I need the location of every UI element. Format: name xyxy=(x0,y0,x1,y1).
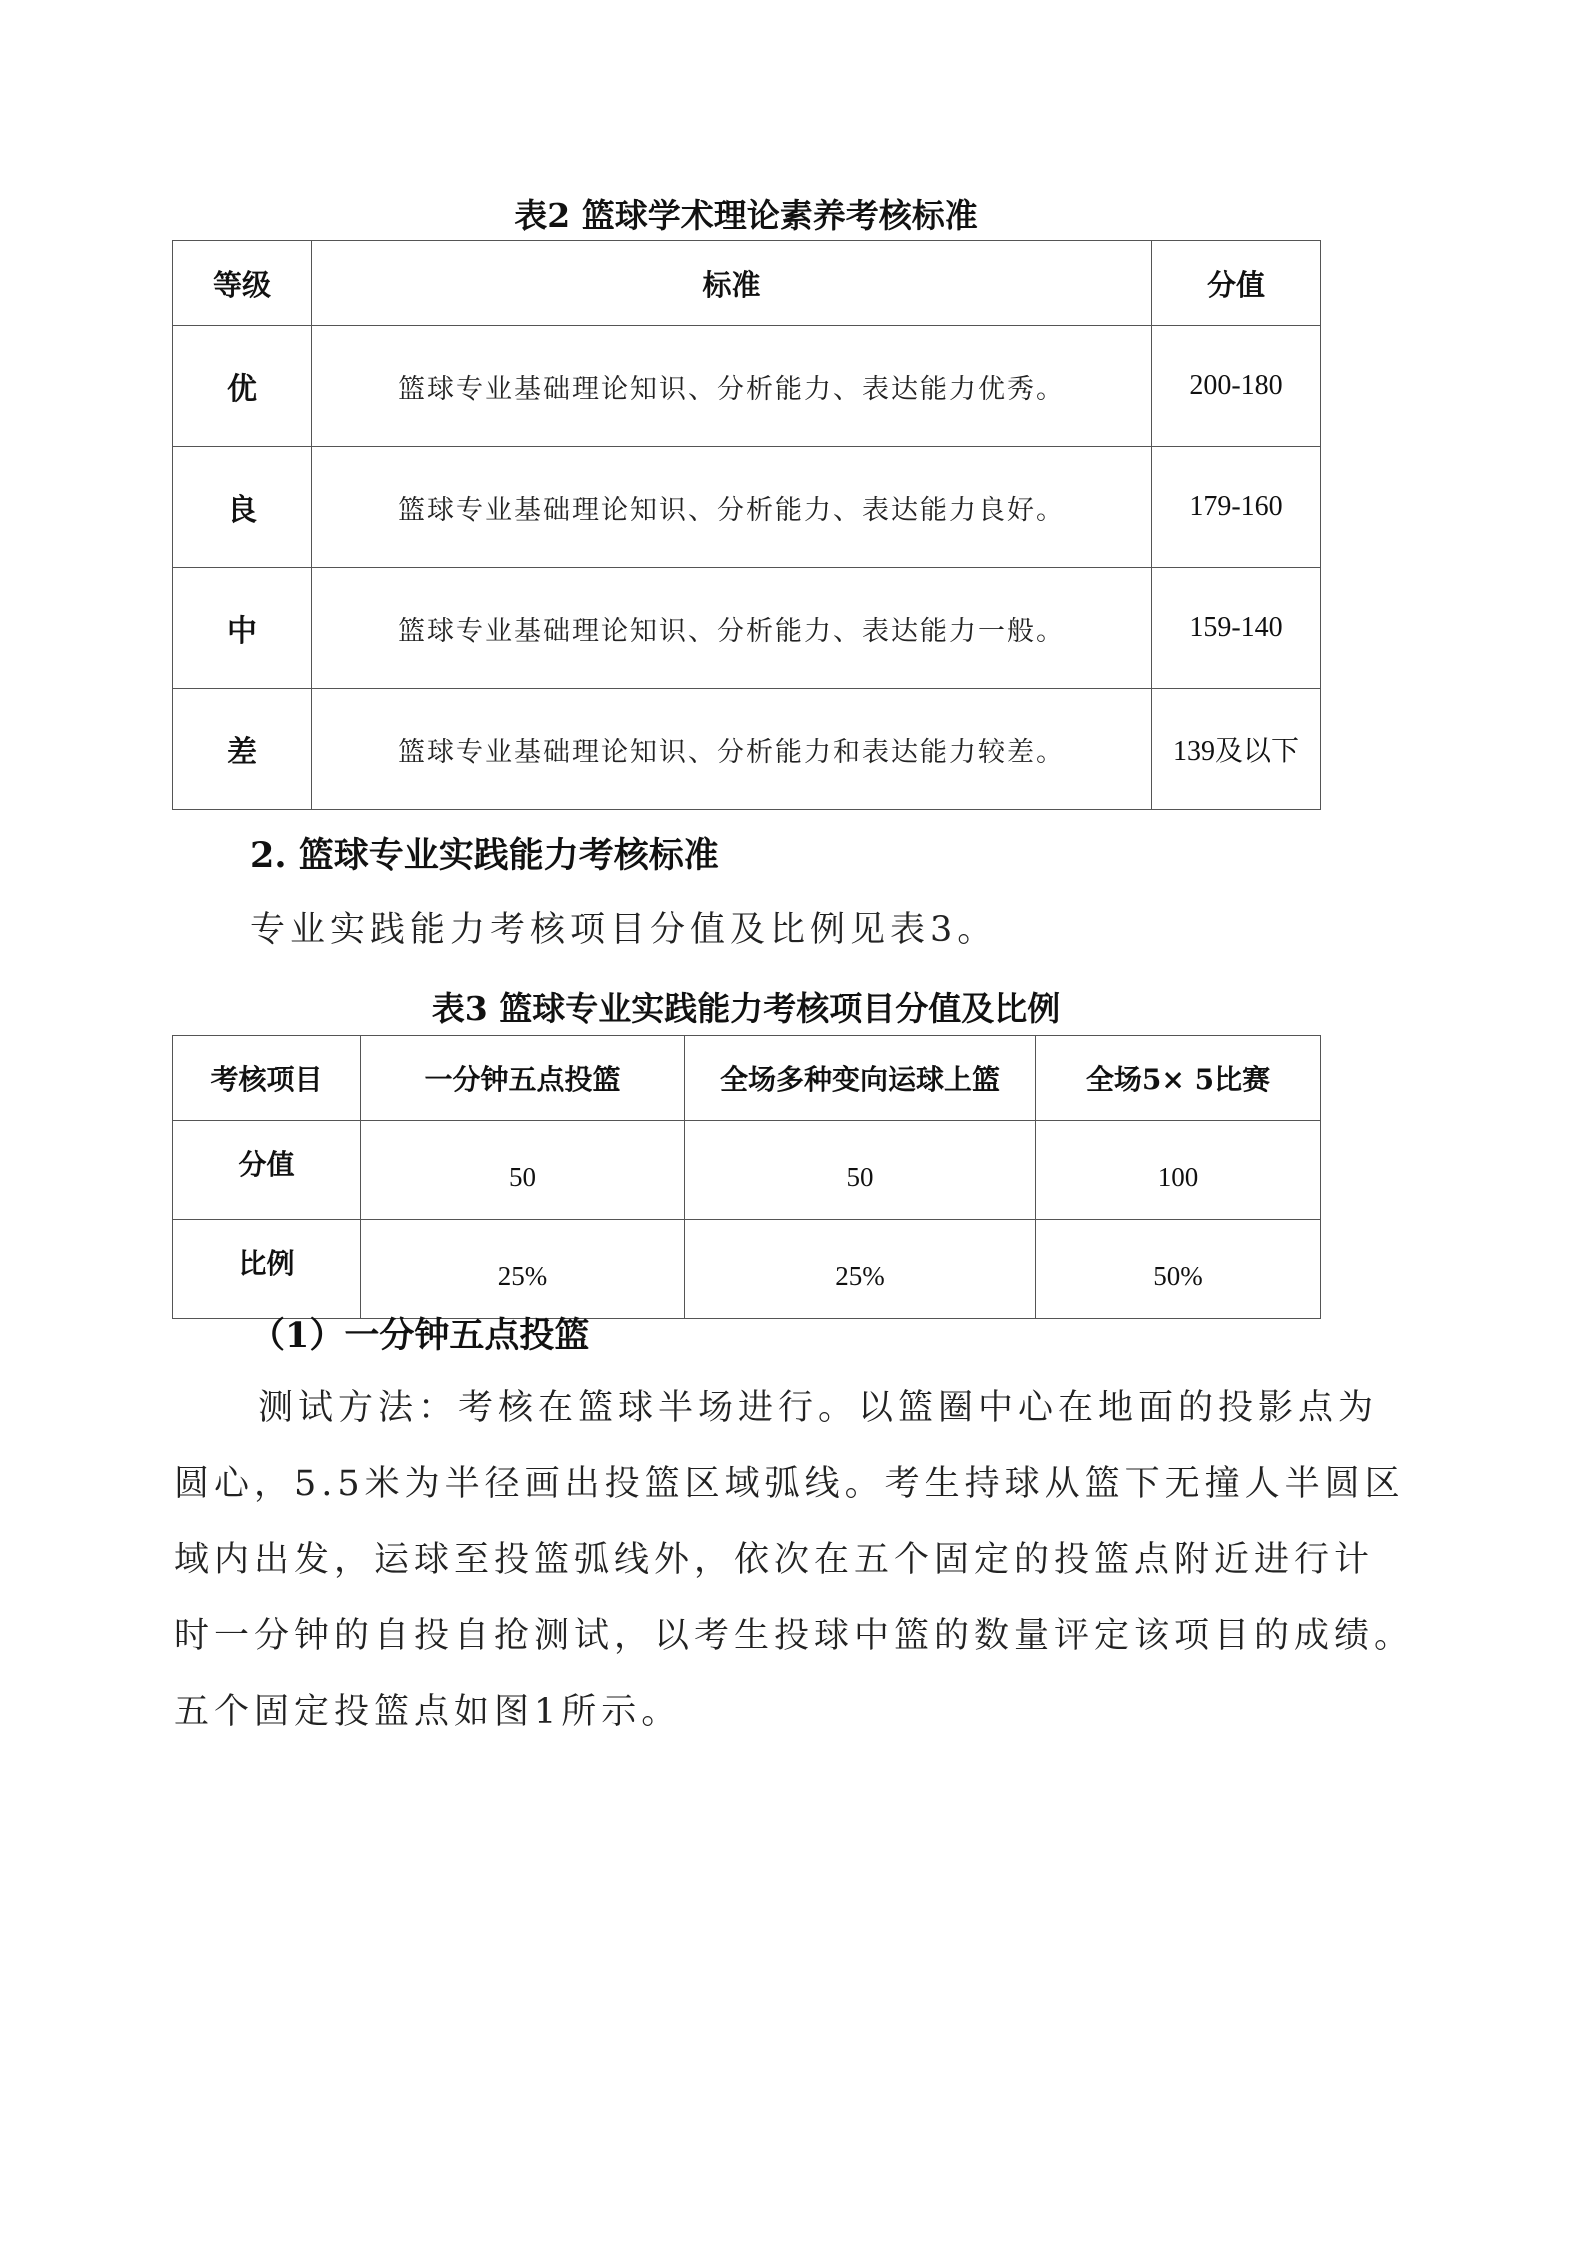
table-row xyxy=(173,689,1321,810)
score-cell: 139及以下 xyxy=(1152,689,1321,810)
subsection1-heading: （1）一分钟五点投篮 xyxy=(250,1315,590,1356)
table3-header-item: 考核项目 xyxy=(173,1036,361,1121)
score-cell: 159-140 xyxy=(1152,568,1321,689)
row-label: 分值 xyxy=(173,1121,361,1220)
table3-header-row xyxy=(173,1036,1321,1121)
body-line: 域内出发，运球至投篮弧线外，依次在五个固定的投篮点附近进行计 xyxy=(174,1540,1375,1580)
table3-caption: 表3 篮球专业实践能力考核项目分值及比例 xyxy=(431,989,1061,1028)
table-row xyxy=(173,568,1321,689)
value-cell: 25% xyxy=(685,1220,1036,1319)
body-line: 测试方法：考核在篮球半场进行。以篮圈中心在地面的投影点为 xyxy=(258,1388,1379,1428)
grade-cell: 中 xyxy=(173,568,312,689)
standard-cell: 篮球专业基础理论知识、分析能力、表达能力优秀。 xyxy=(312,326,1152,447)
grade-cell: 良 xyxy=(173,447,312,568)
value-cell: 25% xyxy=(361,1220,685,1319)
table3-header-match: 全场5× 5比赛 xyxy=(1036,1036,1321,1121)
body-line: 圆心，5.5米为半径画出投篮区域弧线。考生持球从篮下无撞人半圆区 xyxy=(174,1464,1405,1504)
table3-header-dribble: 全场多种变向运球上篮 xyxy=(685,1036,1036,1121)
table-row xyxy=(173,447,1321,568)
table2-header-score: 分值 xyxy=(1152,241,1321,326)
section2-heading: 2. 篮球专业实践能力考核标准 xyxy=(250,835,719,876)
standard-cell: 篮球专业基础理论知识、分析能力、表达能力一般。 xyxy=(312,568,1152,689)
grade-cell: 差 xyxy=(173,689,312,810)
table2-header-standard: 标准 xyxy=(312,241,1152,326)
row-label: 比例 xyxy=(173,1220,361,1319)
body-line: 时一分钟的自投自抢测试，以考生投球中篮的数量评定该项目的成绩。 xyxy=(174,1616,1415,1656)
standard-cell: 篮球专业基础理论知识、分析能力、表达能力良好。 xyxy=(312,447,1152,568)
value-cell: 50% xyxy=(1036,1220,1321,1319)
table3 xyxy=(172,1035,1321,1319)
score-cell: 179-160 xyxy=(1152,447,1321,568)
table-row xyxy=(173,326,1321,447)
table2-caption: 表2 篮球学术理论素养考核标准 xyxy=(514,196,978,235)
table3-header-five-point: 一分钟五点投篮 xyxy=(361,1036,685,1121)
value-cell: 100 xyxy=(1036,1121,1321,1220)
standard-cell: 篮球专业基础理论知识、分析能力和表达能力较差。 xyxy=(312,689,1152,810)
value-cell: 50 xyxy=(361,1121,685,1220)
body-line: 五个固定投篮点如图1所示。 xyxy=(174,1692,682,1732)
score-cell: 200-180 xyxy=(1152,326,1321,447)
table2 xyxy=(172,240,1321,810)
table2-header-grade: 等级 xyxy=(173,241,312,326)
value-cell: 50 xyxy=(685,1121,1036,1220)
table2-header-row xyxy=(173,241,1321,326)
section2-intro: 专业实践能力考核项目分值及比例见表3。 xyxy=(250,910,998,950)
table-row xyxy=(173,1121,1321,1220)
table-row xyxy=(173,1220,1321,1319)
grade-cell: 优 xyxy=(173,326,312,447)
